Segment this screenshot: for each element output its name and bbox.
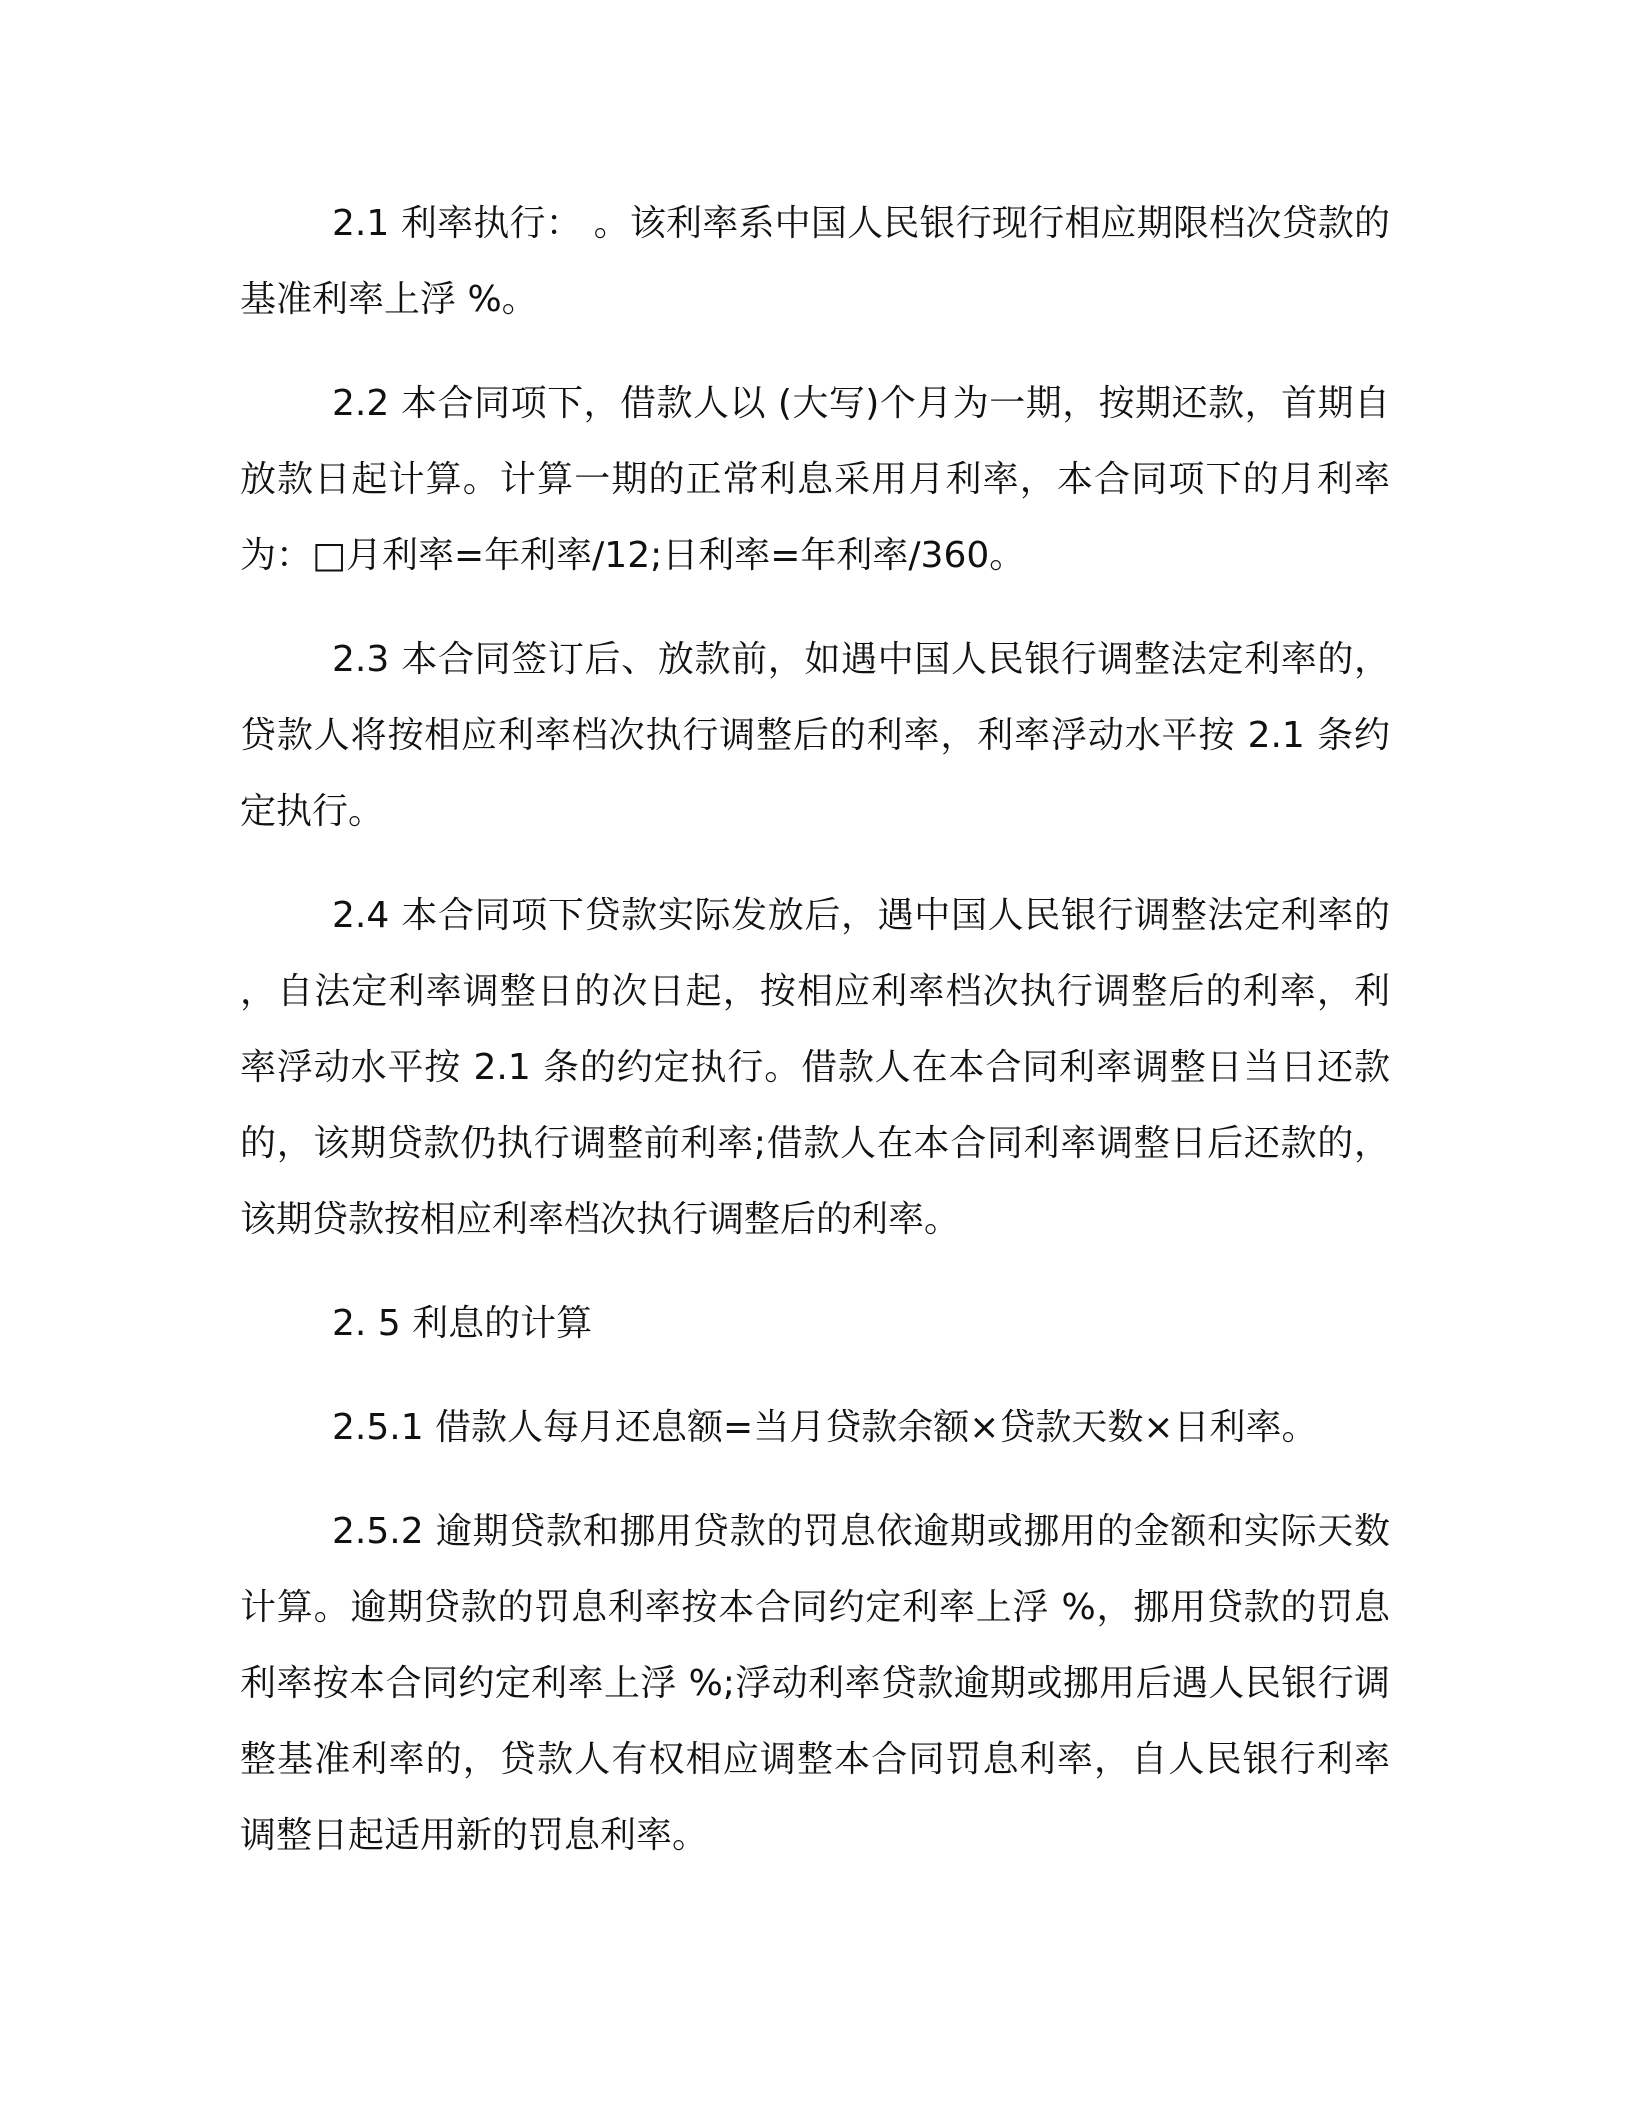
document-body <box>240 186 1390 1902</box>
paragraph-2-5-1: 2.5.1 借款人每月还息额=当月贷款余额×贷款天数×日利率。 <box>332 1407 1318 1448</box>
paragraph-2-5-2: 2.5.2 逾期贷款和挪用贷款的罚息依逾期或挪用的金额和实际天数计算。逾期贷款的罚息利率按本合同约定利率上浮 %，挪用贷款的罚息利率按本合同约定利率上浮 %;浮动利率贷款逾期或挪用后遇人民银行调整基准利率的，贷款人有权相应调整本合同罚息利率，自人民银行利率调整日起适用新的罚息利率。 <box>240 1511 1390 1856</box>
section-heading-2-5: 2. 5 利息的计算 <box>332 1303 593 1344</box>
paragraph-2-2: 2.2 本合同项下，借款人以 (大写)个月为一期，按期还款，首期自放款日起计算。计算一期的正常利息采用月利率，本合同项下的月利率为：□月利率=年利率/12;日利率=年利率/360。 <box>240 383 1390 576</box>
paragraph-2-3: 2.3 本合同签订后、放款前，如遇中国人民银行调整法定利率的，贷款人将按相应利率档次执行调整后的利率，利率浮动水平按 2.1 条约定执行。 <box>240 639 1390 832</box>
paragraph-2-4: 2.4 本合同项下贷款实际发放后，遇中国人民银行调整法定利率的，自法定利率调整日的次日起，按相应利率档次执行调整后的利率，利率浮动水平按 2.1 条的约定执行。借款人在本合同利率调整日当日还款的，该期贷款仍执行调整前利率;借款人在本合同利率调整日后还款的，该期贷款按相应利率档次执行调整后的利率。 <box>240 895 1390 1240</box>
paragraph-2-1: 2.1 利率执行： 。该利率系中国人民银行现行相应期限档次贷款的基准利率上浮 %。 <box>240 203 1390 320</box>
